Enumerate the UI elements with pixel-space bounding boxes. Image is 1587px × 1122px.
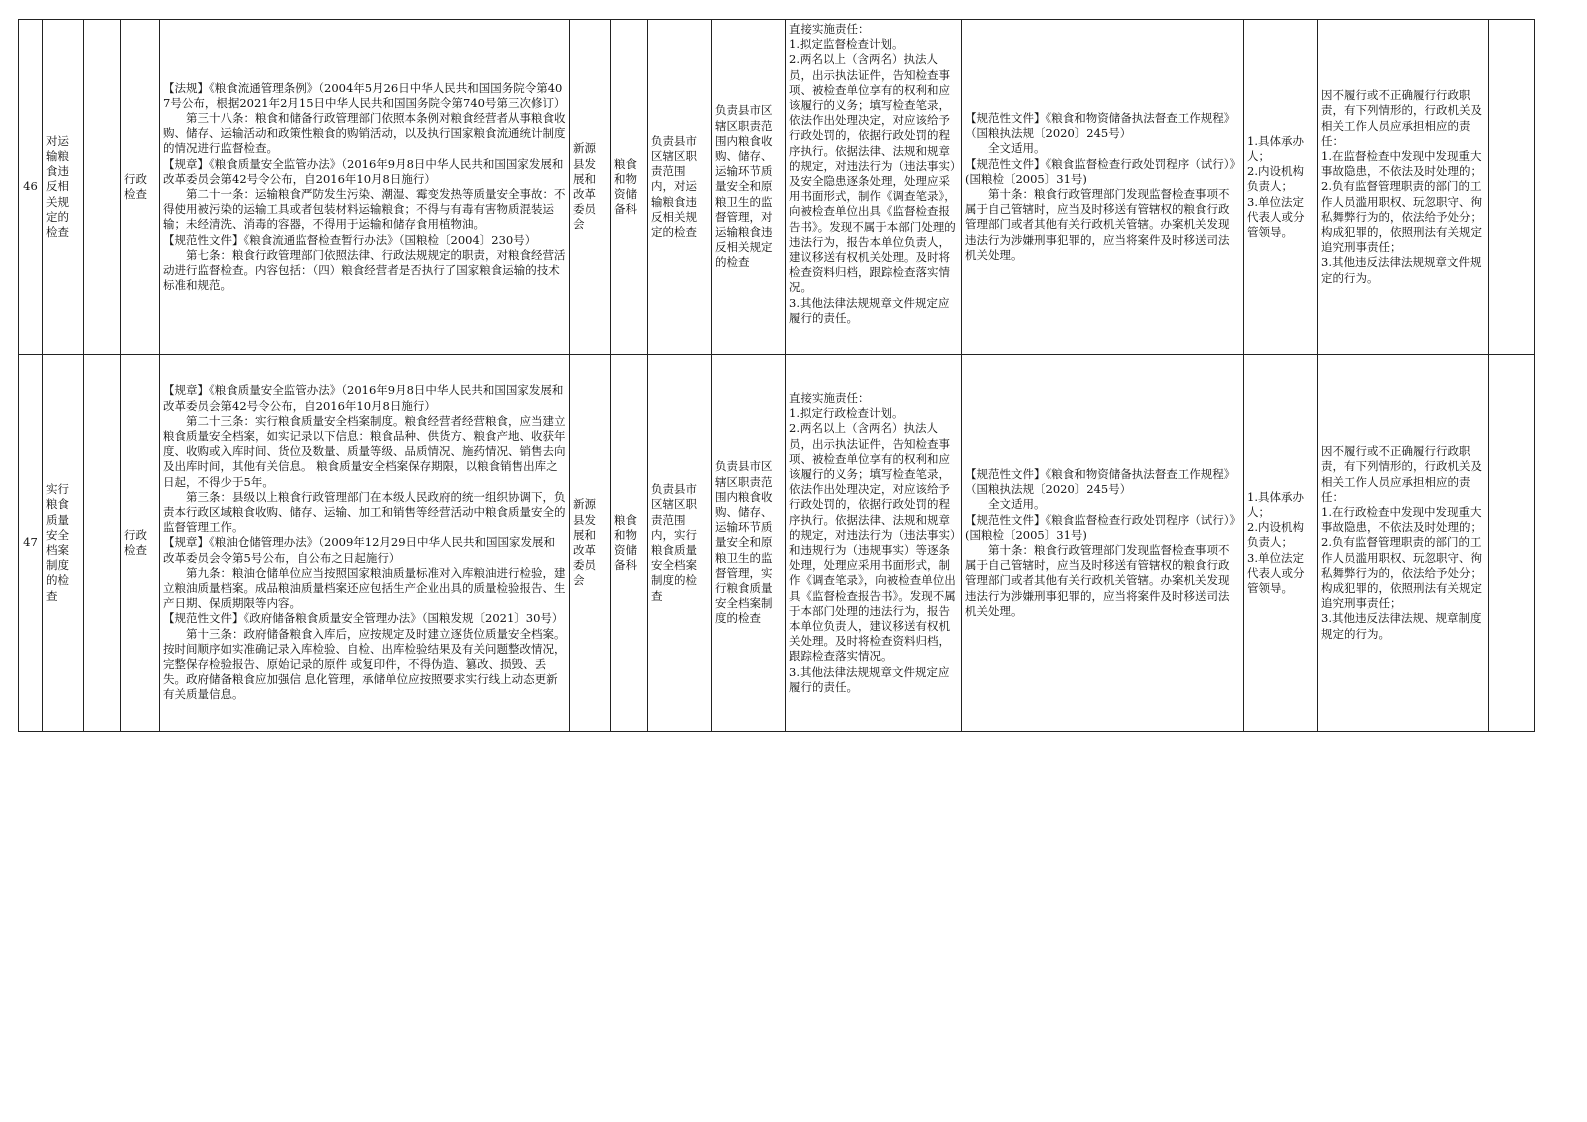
legal-basis (160, 20, 570, 355)
basis-paragraph: 第七条：粮食行政管理部门依照法律、行政法规规定的职责，对粮食经营活动进行监督检查。内容包括：（四）粮食经营者是否执行了国家粮食运输的技术标准和规范。 (163, 247, 566, 293)
item-name: 实行粮食质量安全档案制度的检查 (43, 355, 84, 732)
blank-cell (84, 20, 121, 355)
gist-paragraph: 【规范性文件】《粮食监督检查行政处罚程序（试行）》(国粮检〔2005〕31号) (965, 512, 1236, 542)
exec-line: 1.拟定行政检查计划。 (789, 406, 904, 421)
exec-line: 3.其他法律法规规章文件规定应履行的责任。 (789, 295, 950, 325)
responsible-persons (1244, 355, 1318, 732)
basis-paragraph: 【规章】《粮油仓储管理办法》（2009年12月29日中华人民共和国国家发展和改革委员会令第5号公布，自公布之日起施行） (163, 535, 556, 565)
item-type: 行政检查 (121, 355, 160, 732)
gist-paragraph: 第十条：粮食行政管理部门发现监督检查事项不属于自己管辖时，应当及时移送有管辖权的粮食行政管理部门或者其他有关行政机关管辖。办案机关发现违法行为涉嫌刑事犯罪的，应当将案件及时移送司法机关处理。 (965, 543, 1230, 618)
remark-cell (1489, 20, 1535, 355)
gist-paragraph: 第十条：粮食行政管理部门发现监督检查事项不属于自己管辖时，应当及时移送有管辖权的粮食行政管理部门或者其他有关行政机关管辖。办案机关发现违法行为涉嫌刑事犯罪的，应当将案件及时移送司法机关处理。 (965, 187, 1230, 262)
responsible-persons-text: 1.具体承办人； 2.内设机构负责人； 3.单位法定代表人或分管领导。 (1247, 489, 1305, 595)
accountability-basis (962, 20, 1244, 355)
basis-paragraph: 【规范性文件】《政府储备粮食质量安全管理办法》（国粮发规〔2021〕30号） (163, 611, 564, 626)
accountability-text: 因不履行或不正确履行行政职责，有下列情形的，行政机关及相关工作人员应承担相应的责任： 1.在行政检查中发现中发现重大事故隐患，不依法及时处理的； 2.负有监督管理职责的部门的工作人员滥用职权、玩忽职守、徇私舞弊行为的，依法给予处分；构成犯罪的，依照刑法有关规定追究刑事责任； 3.其他违反法律法规、规章制度规定的行为。 (1321, 444, 1482, 641)
row-number: 46 (19, 20, 43, 355)
accountability-circumstances (1318, 355, 1489, 732)
responsible-persons (1244, 20, 1318, 355)
handling-dept: 粮食和物资储备科 (611, 355, 648, 732)
gist-paragraph: 【规范性文件】《粮食和物资储备执法督查工作规程》（国粮执法规〔2020〕245号） (965, 466, 1236, 497)
table-row (19, 20, 1535, 355)
power-list-table (18, 19, 1535, 732)
responsibility-scope: 负责县市区辖区职责范围内粮食收购、储存、运输环节质量安全和原粮卫生的监督管理，实行粮食质量安全档案制度的检查 (712, 355, 786, 732)
basis-paragraph: 第三十八条：粮食和储备行政管理部门依照本条例对粮食经营者从事粮食收购、储存、运输活动和政策性粮食的购销活动，以及执行国家粮食流通统计制度的情况进行监督检查。 (163, 110, 566, 156)
gist-paragraph: 【规范性文件】《粮食和物资储备执法督查工作规程》（国粮执法规〔2020〕245号） (965, 110, 1236, 141)
handling-dept: 粮食和物资储备科 (611, 20, 648, 355)
responsibility-scope: 负责县市区辖区职责范围内粮食收购、储存、运输环节质量安全和原粮卫生的监督管理，对运输粮食违反相关规定的检查 (712, 20, 786, 355)
remark-cell (1489, 355, 1535, 732)
gist-paragraph: 【规范性文件】《粮食监督检查行政处罚程序（试行）》(国粮检〔2005〕31号) (965, 156, 1236, 186)
basis-paragraph: 第九条：粮油仓储单位应当按照国家粮油质量标准对入库粮油进行检验，建立粮油质量档案。成品粮油质量档案还应包括生产企业出具的质量检验报告、生产日期、保质期限等内容。 (163, 565, 566, 611)
basis-paragraph: 第十三条：政府储备粮食入库后，应按规定及时建立逐货位质量安全档案。按时间顺序如实准确记录入库检验、自检、出库检验结果及有关问题整改情况，完整保存检验报告、原始记录的原件 或复印件，不得伪造、篡改、损毁、丢失。政府储备粮食应加强信 息化管理，承储单位应按照要求实行线上动态更新有关质量信息。 (163, 626, 566, 702)
row-number: 47 (19, 355, 43, 732)
gist-paragraph: 全文适用。 (988, 497, 1046, 512)
exec-line: 1.拟定监督检查计划。 (789, 37, 904, 52)
exec-line: 2.两名以上（含两名）执法人员，出示执法证件，告知检查事项、被检查单位享有的权利和应该履行的义务；填写检查笔录，依法作出处理决定，对应该给予行政处罚的，依据行政处罚的程序执行。依据法律、法规和规章的规定，对违法行为（违法事实）及安全隐患逐条处理，处理应采用书面形式，制作《调查笔录》，向被检查单位出具《监督检查报告书》。发现不属于本部门处理的违法行为，报告本单位负责人，建议移送有权机关处理。及时将检查资料归档，跟踪检查落实情况。 (789, 52, 956, 295)
basis-paragraph: 【规范性文件】《粮食流通监督检查暂行办法》（国粮检〔2004〕230号） (163, 232, 537, 247)
basis-paragraph: 【规章】《粮食质量安全监管办法》（2016年9月8日中华人民共和国国家发展和改革委员会第42号令公布，自2016年10月8日施行） (163, 156, 564, 186)
responsibility-subject: 负责县市区辖区职责范围内，对运输粮食违反相关规定的检查 (648, 20, 712, 355)
responsible-persons-text: 1.具体承办人； 2.内设机构负责人； 3.单位法定代表人或分管领导。 (1247, 133, 1305, 239)
direct-implementation (786, 20, 962, 355)
blank-cell (84, 355, 121, 732)
item-type: 行政检查 (121, 20, 160, 355)
accountability-basis (962, 355, 1244, 732)
legal-basis (160, 355, 570, 732)
basis-paragraph: 【规章】《粮食质量安全监管办法》（2016年9月8日中华人民共和国国家发展和改革委员会第42号令公布，自2016年10月8日施行） (163, 383, 564, 413)
exec-line: 3.其他法律法规规章文件规定应履行的责任。 (789, 664, 950, 694)
exec-line: 2.两名以上（含两名）执法人员，出示执法证件，告知检查事项、被检查单位享有的权利和应该履行的义务；填写检查笔录，依法作出处理决定，对应该给予行政处罚的，依据行政处罚的程序执行。依据法律、法规和规章的规定，对违法行为（违法事实）和违规行为（违规事实）等逐条处理，处理应采用书面形式，制作《调查笔录》，向被检查单位出具《监督检查报告书》。发现不属于本部门处理的违法行为，报告本单位负责人，建议移送有权机关处理。及时将检查资料归档，跟踪检查落实情况。 (789, 421, 956, 664)
basis-paragraph: 第三条：县级以上粮食行政管理部门在本级人民政府的统一组织协调下，负责本行政区域粮食收购、储存、运输、加工和销售等经营活动中粮食质量安全的监督管理工作。 (163, 489, 566, 535)
accountability-circumstances (1318, 20, 1489, 355)
exec-line: 直接实施责任： (789, 22, 870, 36)
basis-paragraph: 第二十一条：运输粮食严防发生污染、潮湿、霉变发热等质量安全事故：不得使用被污染的运输工具或者包装材料运输粮食；不得与有毒有害物质混装运输；未经清洗、消毒的容器，不得用于运输和储存食用植物油。 (163, 187, 566, 232)
exec-line: 直接实施责任： (789, 390, 870, 405)
basis-paragraph: 【法规】《粮食流通管理条例》（2004年5月26日中华人民共和国国务院令第407号公布，根据2021年2月15日中华人民共和国国务院令第740号第三次修订） (163, 80, 566, 110)
gist-paragraph: 全文适用。 (988, 141, 1046, 156)
responsibility-subject: 负责县市区辖区职责范围内，实行粮食质量安全档案制度的检查 (648, 355, 712, 732)
basis-paragraph: 第二十三条：实行粮食质量安全档案制度。粮食经营者经营粮食，应当建立粮食质量安全档案，如实记录以下信息：粮食品种、供货方、粮食产地、收获年度、收购或入库时间、货位及数量、质量等级、品质情况、施药情况、销售去向及出库时间，其他有关信息。 粮食质量安全档案保存期限，以粮食销售出库之日起，不得少于5年。 (163, 413, 566, 489)
item-name: 对运输粮食违反相关规定的检查 (43, 20, 84, 355)
accountability-text: 因不履行或不正确履行行政职责，有下列情形的，行政机关及相关工作人员应承担相应的责任： 1.在监督检查中发现中发现重大事故隐患，不依法及时处理的； 2.负有监督管理职责的部门的工作人员滥用职权、玩忽职守、徇私舞弊行为的，依法给予处分；构成犯罪的，依照刑法有关规定追究刑事责任； 3.其他违反法律法规规章文件规定的行为。 (1321, 88, 1482, 285)
direct-implementation (786, 355, 962, 732)
table-row (19, 355, 1535, 732)
implementing-org: 新源县发展和改革委员会 (570, 20, 611, 355)
implementing-org: 新源县发展和改革委员会 (570, 355, 611, 732)
